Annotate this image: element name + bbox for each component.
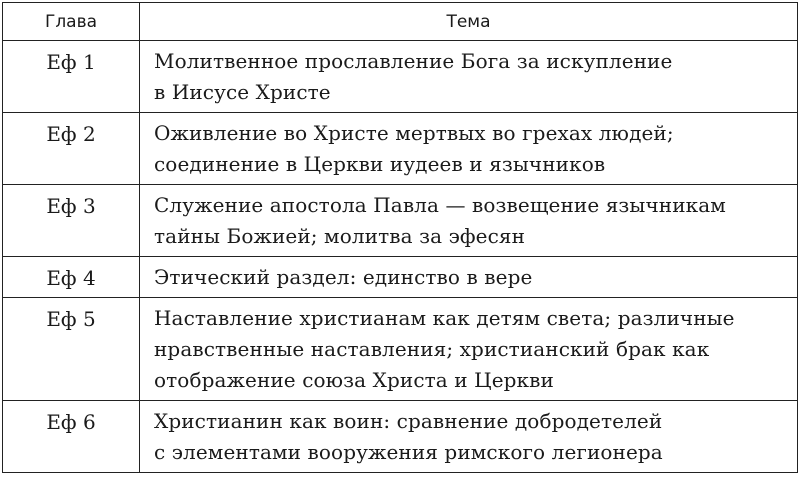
chapter-cell: Еф 5 xyxy=(3,298,140,401)
table-row xyxy=(3,298,798,401)
theme-line: Наставление христианам как детям света; различные xyxy=(154,306,735,330)
table-header-row xyxy=(3,3,798,41)
chapter-cell: Еф 2 xyxy=(3,113,140,185)
table-row xyxy=(3,401,798,473)
theme-line: Оживление во Христе мертвых во грехах людей; xyxy=(154,121,674,145)
theme-line: Христианин как воин: сравнение добродетелей xyxy=(154,409,663,433)
theme-line: Молитвенное прославление Бога за искупление xyxy=(154,49,673,73)
theme-line: Служение апостола Павла — возвещение язычникам xyxy=(154,193,726,217)
chapter-cell: Еф 4 xyxy=(3,257,140,298)
theme-line: с элементами вооружения римского легионера xyxy=(154,440,663,464)
chapter-cell: Еф 6 xyxy=(3,401,140,473)
theme-line: Этический раздел: единство в вере xyxy=(154,265,533,289)
theme-cell xyxy=(140,185,798,257)
theme-line: тайны Божией; молитва за эфесян xyxy=(154,224,526,248)
chapter-theme-table xyxy=(2,2,798,473)
theme-cell xyxy=(140,298,798,401)
theme-cell xyxy=(140,113,798,185)
theme-cell xyxy=(140,41,798,113)
header-theme: Тема xyxy=(140,3,798,41)
table-row xyxy=(3,113,798,185)
table-row xyxy=(3,41,798,113)
table-row xyxy=(3,185,798,257)
theme-line: отображение союза Христа и Церкви xyxy=(154,368,554,392)
theme-cell xyxy=(140,401,798,473)
chapter-theme-table-wrapper xyxy=(2,2,798,473)
theme-cell xyxy=(140,257,798,298)
theme-line: нравственные наставления; христианский брак как xyxy=(154,337,710,361)
chapter-cell: Еф 3 xyxy=(3,185,140,257)
header-chapter: Глава xyxy=(3,3,140,41)
chapter-cell: Еф 1 xyxy=(3,41,140,113)
table-row xyxy=(3,257,798,298)
theme-line: соединение в Церкви иудеев и язычников xyxy=(154,152,606,176)
theme-line: в Иисусе Христе xyxy=(154,80,331,104)
